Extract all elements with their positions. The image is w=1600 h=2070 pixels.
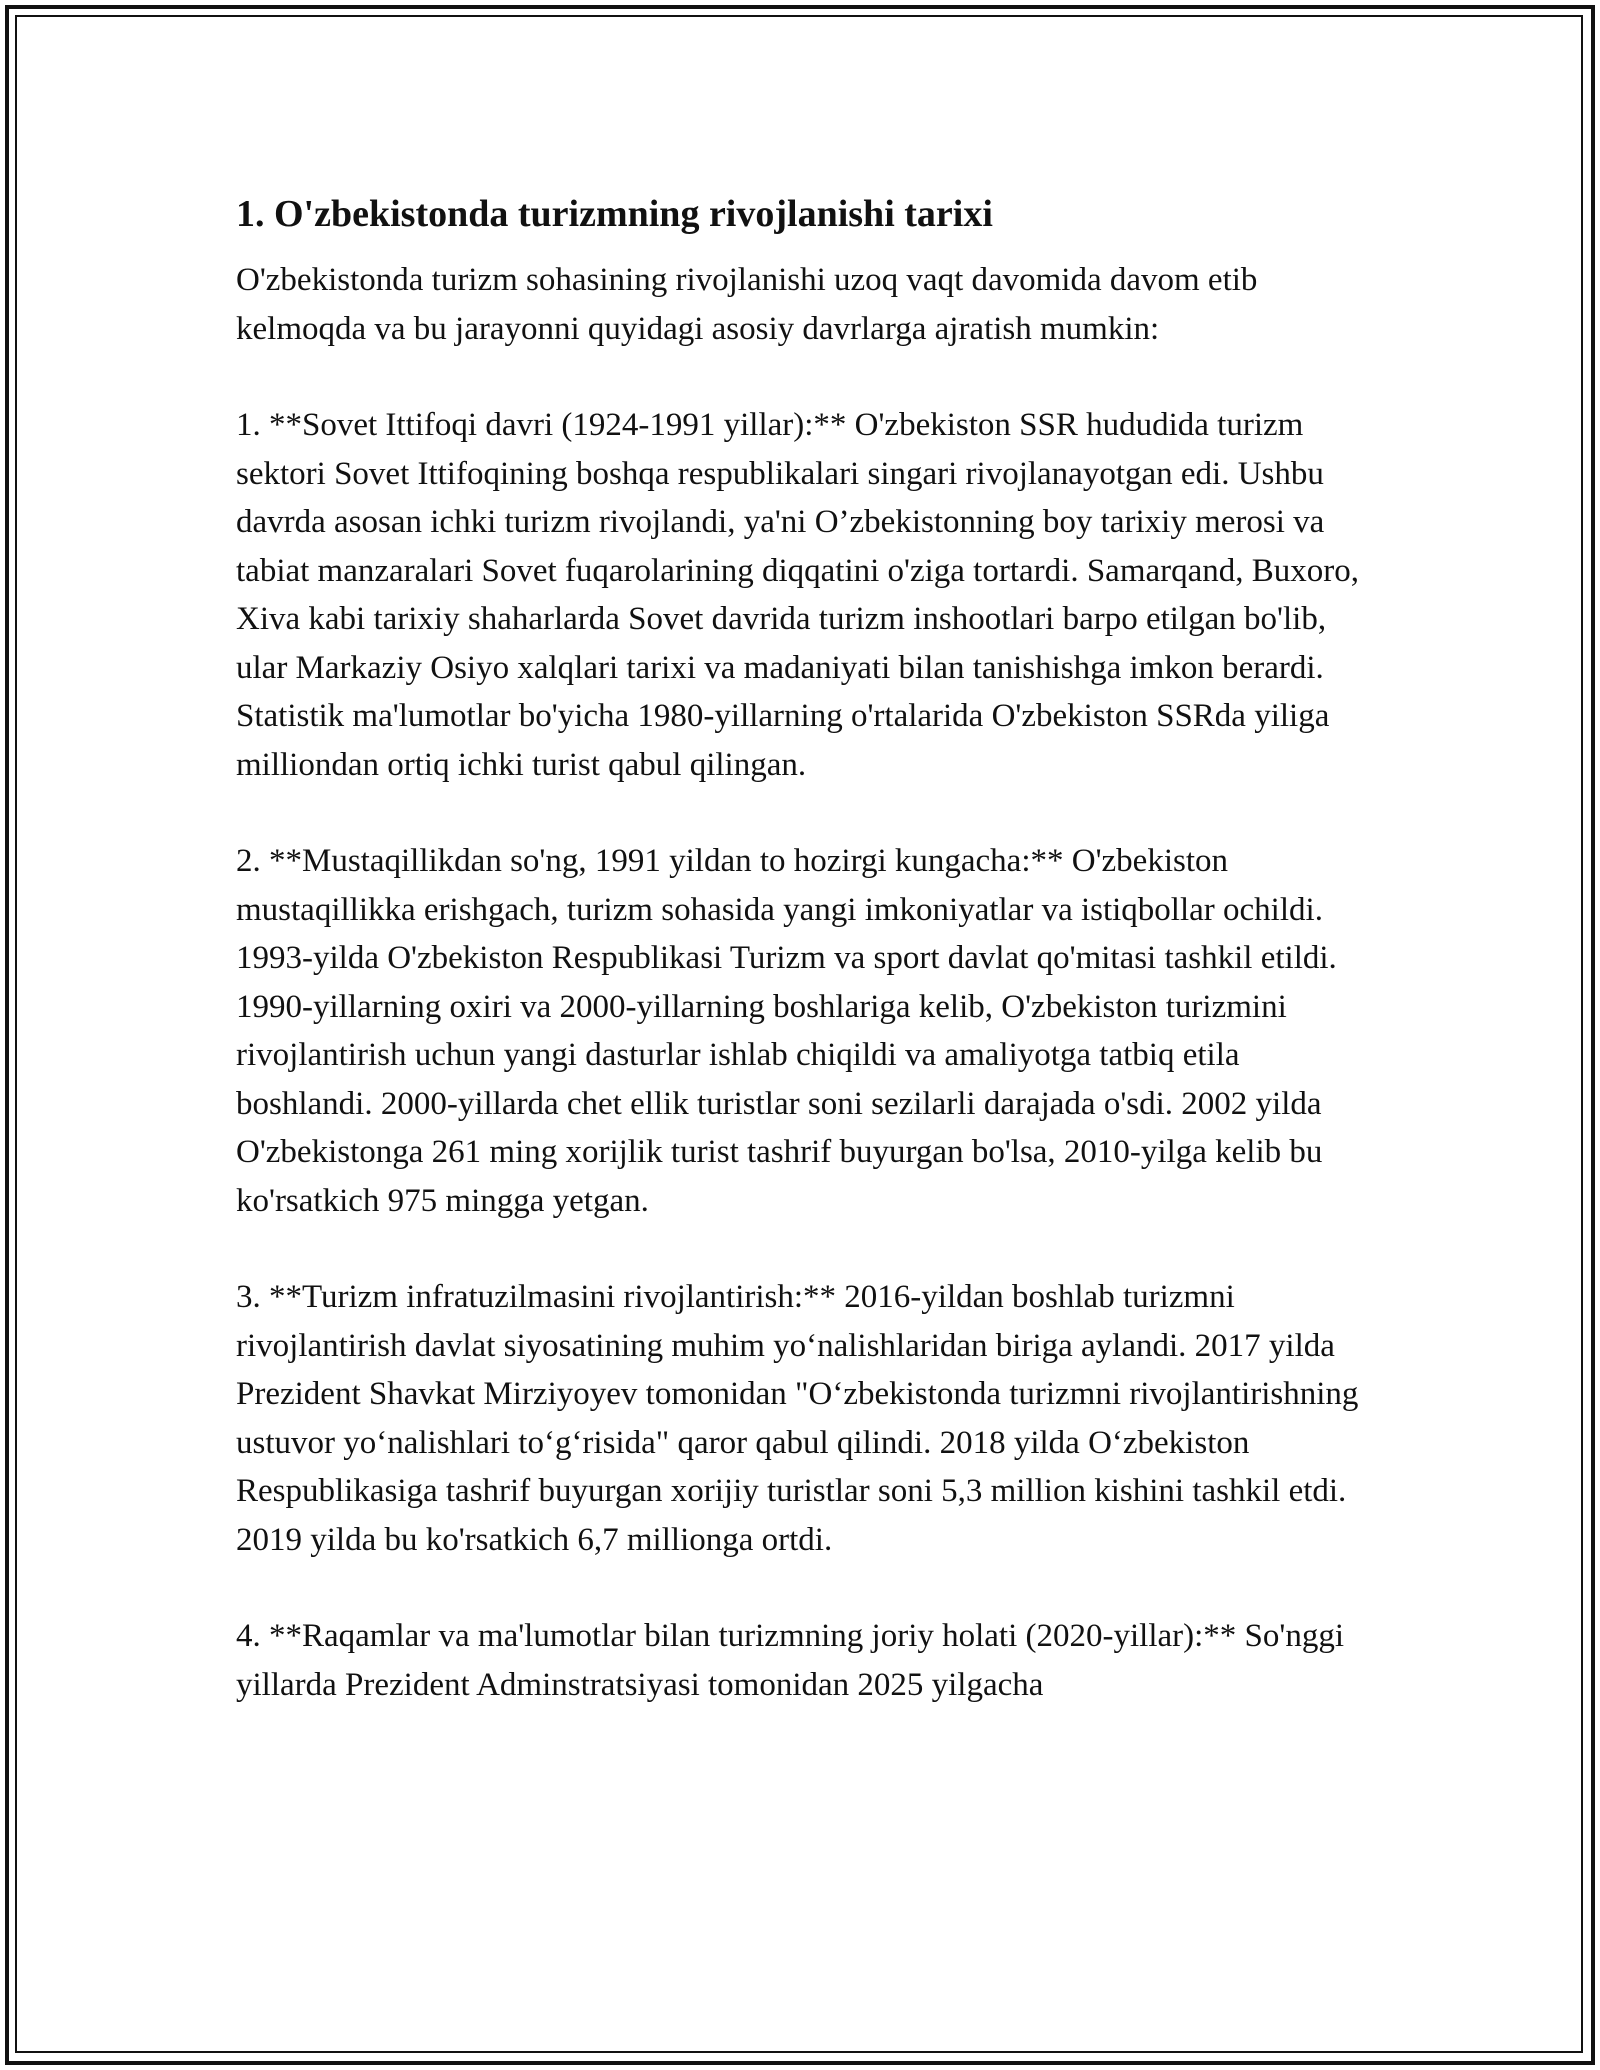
document-heading: 1. O'zbekistonda turizmning rivojlanishi tarixi [236,193,993,235]
paragraph-soviet-period: 1. **Sovet Ittifoqi davri (1924-1991 yillar):** O'zbekiston SSR hududida turizm sektori Sovet Ittifoqining boshqa respublikalari singari rivojlanayotgan edi. Ushbu davrda asosan ichki turizm rivojlandi, ya'ni O’zbekistonning boy tarixiy merosi va tabiat manzaralari Sovet fuqarolarining diqqatini o'ziga tortardi. Samarqand, Buxoro, Xiva kabi tarixiy shaharlarda Sovet davrida turizm inshootlari barpo etilgan bo'lib, ular Markaziy Osiyo xalqlari tarixi va madaniyati bilan tanishishga imkon berardi. Statistik ma'lumotlar bo'yicha 1980-yillarning o'rtalarida O'zbekiston SSRda yiliga milliondan ortiq ichki turist qabul qilingan. [236,407,1360,783]
intro-paragraph: O'zbekistonda turizm sohasining rivojlanishi uzoq vaqt davomida davom etib kelmoqda va bu jarayonni quyidagi asosiy davrlarga ajratish mumkin: [236,262,1258,347]
document-body [236,188,1366,1757]
paragraph-current-state: 4. **Raqamlar va ma'lumotlar bilan turizmning joriy holati (2020-yillar):** So'nggi yillarda Prezident Adminstratsiyasi tomonidan 2025 yilgacha [236,1618,1345,1703]
paragraph-infrastructure: 3. **Turizm infratuzilmasini rivojlantirish:** 2016-yildan boshlab turizmni rivojlantirish davlat siyosatining muhim yo‘nalishlaridan biriga aylandi. 2017 yilda Prezident Shavkat Mirziyoyev tomonidan "O‘zbekistonda turizmni rivojlantirishning ustuvor yo‘nalishlari to‘g‘risida" qaror qabul qilindi. 2018 yilda O‘zbekiston Respublikasiga tashrif buyurgan xorijiy turistlar soni 5,3 million kishini tashkil etdi. 2019 yilda bu ko'rsatkich 6,7 millionga ortdi. [236,1279,1359,1558]
paragraph-independence-period: 2. **Mustaqillikdan so'ng, 1991 yildan to hozirgi kungacha:** O'zbekiston mustaqillikka erishgach, turizm sohasida yangi imkoniyatlar va istiqbollar ochildi. 1993-yilda O'zbekiston Respublikasi Turizm va sport davlat qo'mitasi tashkil etildi. 1990-yillarning oxiri va 2000-yillarning boshlariga kelib, O'zbekiston turizmini rivojlantirish uchun yangi dasturlar ishlab chiqildi va amaliyotga tatbiq etila boshlandi. 2000-yillarda chet ellik turistlar soni sezilarli darajada o'sdi. 2002 yilda O'zbekistonga 261 ming xorijlik turist tashrif buyurgan bo'lsa, 2010-yilga kelib bu ko'rsatkich 975 mingga yetgan. [236,843,1337,1219]
